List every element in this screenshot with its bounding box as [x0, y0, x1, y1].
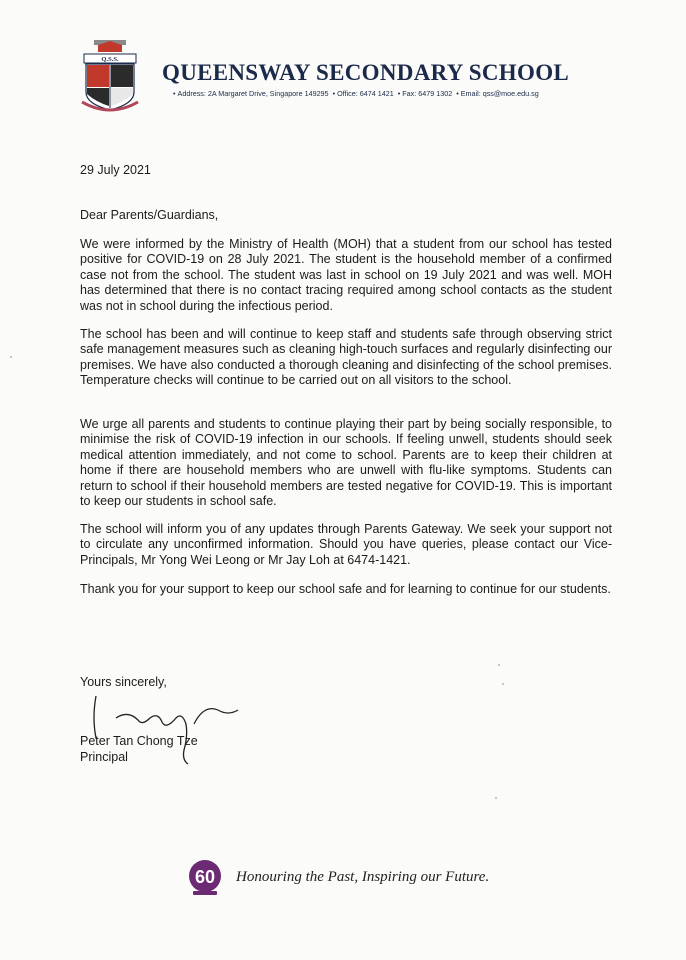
crest-label: Q.S.S.	[101, 56, 119, 63]
salutation: Dear Parents/Guardians,	[80, 208, 219, 222]
scan-speck	[498, 664, 500, 666]
school-crest-icon	[80, 40, 140, 112]
anniversary-number: 60	[194, 867, 216, 887]
school-name: QUEENSWAY SECONDARY SCHOOL	[162, 60, 570, 85]
school-contact-line: • Address: 2A Margaret Drive, Singapore 149295 • Office: 6474 1421 • Fax: 6479 1302 • Email: qss@moe.edu.sg	[173, 89, 539, 98]
signer-title: Principal	[80, 750, 128, 764]
office-phone: Office: 6474 1421	[337, 89, 394, 98]
email-address: Email: qss@moe.edu.sg	[460, 89, 539, 98]
school-tagline: Honouring the Past, Inspiring our Future.	[236, 869, 490, 885]
closing: Yours sincerely,	[80, 675, 167, 689]
paragraph-2: The school has been and will continue to keep staff and students safe through observing strict safe management measures such as cleaning high-touch surfaces and regularly disinfecting our premises. We have also conducted a thorough cleaning and disinfecting of the school premises. Temperature checks will continue to be carried out on all visitors to the school.	[80, 327, 612, 388]
paragraph-5: Thank you for your support to keep our school safe and for learning to continue for our students.	[80, 582, 611, 596]
signer-name: Peter Tan Chong Tze	[80, 734, 198, 748]
scan-speck	[495, 797, 497, 799]
letter-date: 29 July 2021	[80, 163, 151, 177]
anniversary-logo-icon	[185, 858, 225, 898]
fax-number: Fax: 6479 1302	[402, 89, 453, 98]
paragraph-1: We were informed by the Ministry of Health (MOH) that a student from our school has tested positive for COVID-19 on 28 July 2021. The student is the household member of a confirmed case not from the school. The student was last in school on 19 July 2021 and was well. MOH has determined that there is no contact tracing required among school contacts as the student was not in school during the infectious period.	[80, 237, 612, 313]
scan-speck	[10, 356, 12, 358]
address-text: Address: 2A Margaret Drive, Singapore 149295	[177, 89, 329, 98]
scan-speck	[502, 683, 504, 685]
paragraph-4: The school will inform you of any updates through Parents Gateway. We seek your support not to circulate any unconfirmed information. Should you have queries, please contact our Vice-Principals, Mr Yong Wei Leong or Mr Jay Loh at 6474-1421.	[80, 522, 612, 567]
paragraph-3: We urge all parents and students to continue playing their part by being socially responsible, to minimise the risk of COVID-19 infection in our schools. If feeling unwell, students should seek medical attention immediately, and not come to school. Parents are to keep their children at home if there are household members who are unwell with flu-like symptoms. Students can return to school if their household members are tested negative for COVID-19. This is important to keep our students in school safe.	[80, 417, 612, 509]
